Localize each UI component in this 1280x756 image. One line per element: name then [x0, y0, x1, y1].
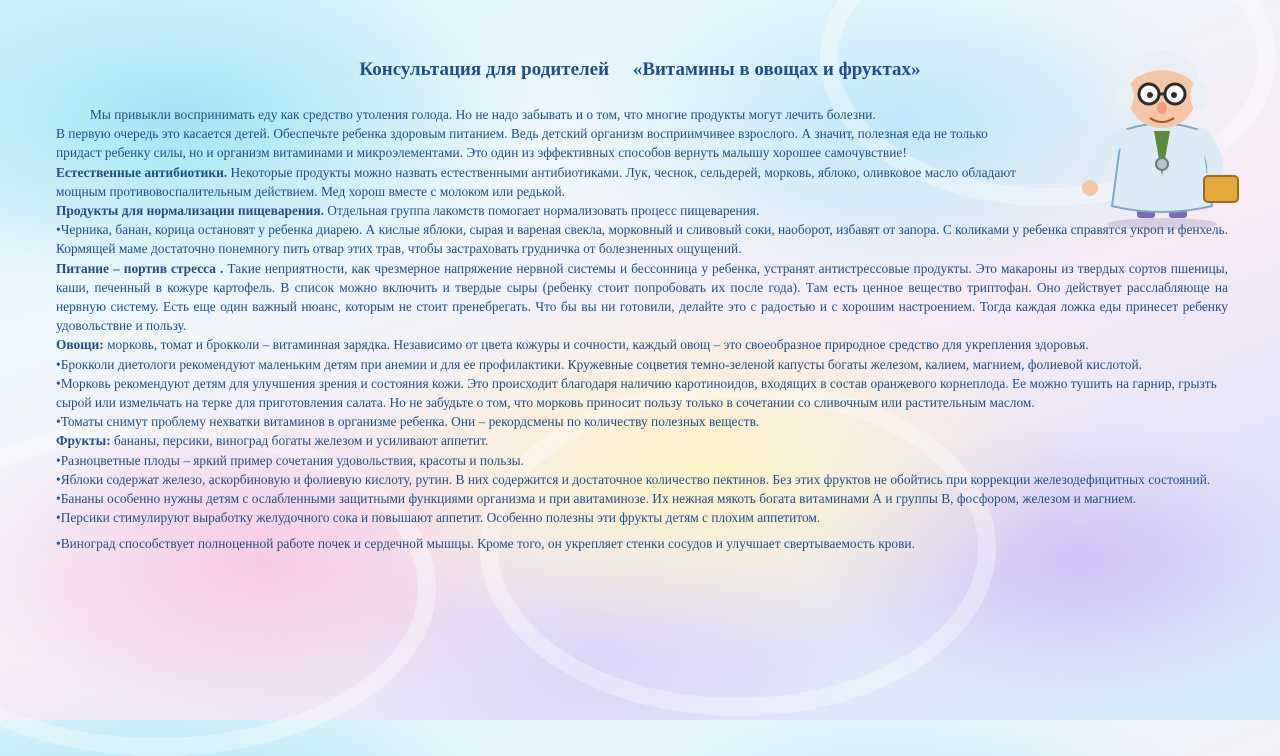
list-item: •Томаты снимут проблему нехватки витаминов в организме ребенка. Они – рекордсмены по количеству полезных веществ. [56, 414, 760, 430]
section-digestion: Продукты для нормализации пищеварения. Отдельная группа лакомств помогает нормализовать процесс пищеварения. [56, 203, 760, 219]
section-heading: Продукты для нормализации пищеварения. [56, 203, 324, 219]
section-heading: Естественные антибиотики. [56, 164, 228, 180]
list-item: •Разноцветные плоды – яркий пример сочетания удовольствия, красоты и пользы. [56, 452, 525, 468]
section-fruits: Фрукты: бананы, персики, виноград богаты железом и усиливают аппетит. [56, 433, 489, 449]
section-stress: Питание – портив стресса . Такие неприятности, как чрезмерное напряжение нервной системы и бессонница у ребенка, устранят антистрессовые продукты. Это макароны из твердых сортов пшеницы, каши, печенный в кожуре картофель. В список можно включить и твердые сыры (ребенку стоит попробовать их после года). Там есть ценное вещество триптофан. Оно действует расслабляюще на нервную систему. Есть еще один важный нюанс, которым не стоит пренебрегать. Что бы вы ни готовили, делайте это с радостью и с хорошим настроением. Тогда каждая ложка еды принесет ребенку удовольствие и пользу. [56, 260, 1228, 334]
paragraph-children-nutrition: В первую очередь это касается детей. Обеспечьте ребенка здоровым питанием. Ведь детский организм восприимчивее взрослого. А значит, полезная еда не только придаст ребенку силы, но и организм витаминами и микроэлементами. Это один из эффективных способов вернуть малышу хорошее самочувствие! [56, 126, 988, 161]
intro-paragraph: Мы привыкли воспринимать еду как средство утоления голода. Но не надо забывать и о том, что многие продукты могут лечить болезни. [90, 107, 876, 122]
article-body [56, 105, 1228, 554]
page-title: Консультация для родителей «Витамины в овощах и фруктах» [359, 59, 921, 80]
section-antibiotics: Естественные антибиотики. Некоторые продукты можно назвать естественными антибиотиками. Лук, чеснок, сельдерей, морковь, яблоко, оливковое масло обладают мощным противовоспалительным действием. Мед хорош вместе с молоком или редькой. [56, 164, 1016, 199]
section-heading: Фрукты: [56, 433, 111, 449]
section-vegetables: Овощи: морковь, томат и брокколи – витаминная зарядка. Независимо от цвета кожуры и сочности, каждый овощ – это своеобразное природное средство для укрепления здоровья. [56, 337, 1089, 353]
section-heading: Питание – портив стресса . [56, 260, 224, 276]
list-item: •Персики стимулируют выработку желудочного сока и повышают аппетит. Особенно полезны эти фрукты детям с плохим аппетитом. [56, 510, 821, 526]
list-item: •Яблоки содержат железо, аскорбиновую и фолиевую кислоту, рутин. В них содержится и достаточное количество пектинов. Без этих фруктов не обойтись при коррекции железодефицитных состояний. [56, 471, 1211, 487]
list-item: •Черника, банан, корица остановят у ребенка диарею. А кислые яблоки, сырая и вареная свекла, морковный и сливовый соки, наоборот, избавят от запора. С коликами у ребенка справятся укроп и фенхель. Кормящей маме достаточно понемногу пить отвар этих трав, чтобы застраховать грудничка от болезненных ощущений. [56, 222, 1228, 257]
section-heading: Овощи: [56, 337, 104, 353]
list-item: •Морковь рекомендуют детям для улучшения зрения и состояния кожи. Это происходит благодаря наличию каротиноидов, входящих в состав оранжевого корнеплода. Ее можно тушить на гарнир, грызть сырой или измельчать на терке для приготовления салата. Но не забудьте о том, что морковь приносит пользу только в сочетании со сливочным или растительным маслом. [56, 375, 1217, 411]
list-item: •Виноград способствует полноценной работе почек и сердечной мышцы. Кроме того, он укрепляет стенки сосудов и улучшает свертываемость крови. [56, 536, 915, 552]
list-item: •Брокколи диетологи рекомендуют маленьким детям при анемии и для ее профилактики. Кружевные соцветия темно-зеленой капусты богаты железом, калием, магнием, фолиевой кислотой. [56, 356, 1142, 372]
list-item: •Бананы особенно нужны детям с ослабленными защитными функциями организма и при авитаминозе. Их нежная мякоть богата витаминами А и группы В, фосфором, железом и магнием. [56, 491, 1137, 507]
